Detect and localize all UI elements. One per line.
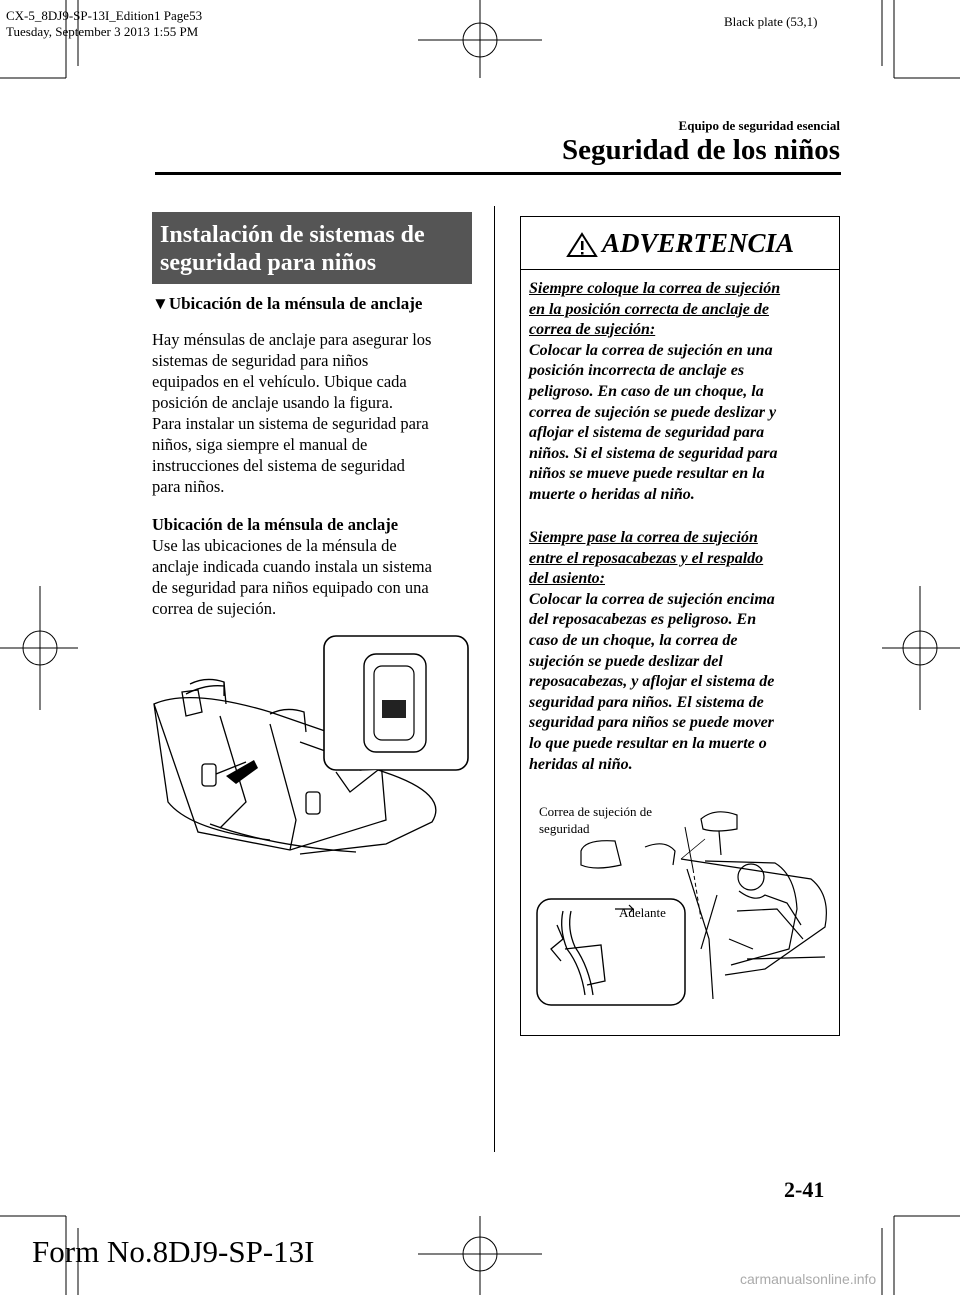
warning-line: Colocar la correa de sujeción encima — [529, 590, 775, 608]
warning-line: Colocar la correa de sujeción en una — [529, 341, 773, 359]
triangle-marker-icon: ▼ — [152, 294, 169, 313]
page-number: 2-41 — [784, 1177, 825, 1202]
warning-line: reposacabezas, y aflojar el sistema de — [529, 673, 775, 691]
form-number: Form No.8DJ9-SP-13I — [32, 1234, 315, 1269]
para1-line: Para instalar un sistema de seguridad para — [152, 414, 429, 433]
warning-line: caso de un choque, la correa de — [529, 631, 738, 649]
column-divider — [494, 206, 495, 1152]
warning-line: niños. Si el sistema de seguridad para — [529, 444, 778, 462]
para1-line: niños, siga siempre el manual de — [152, 435, 368, 454]
para2-line: de seguridad para niños equipado con una — [152, 578, 429, 597]
warning-line: seguridad para niños se puede mover — [529, 714, 774, 732]
para1-line: sistemas de seguridad para niños — [152, 351, 369, 370]
anchor-paragraph — [152, 514, 477, 619]
para2-line: anclaje indicada cuando instala un sistema — [152, 557, 432, 576]
para2-title: Ubicación de la ménsula de anclaje — [152, 515, 399, 534]
warning-line: peligroso. En caso de un choque, la — [529, 382, 764, 400]
para1-line: posición de anclaje usando la figura. — [152, 393, 393, 412]
warning-triangle-icon — [566, 232, 598, 258]
print-info-line2: Tuesday, September 3 2013 1:55 PM — [6, 24, 199, 39]
warning-line: correa de sujeción se puede deslizar y — [529, 403, 777, 421]
header-rule — [155, 172, 841, 175]
section-title: Seguridad de los niños — [561, 134, 840, 166]
para1-line: para niños. — [152, 477, 225, 496]
intro-paragraph — [152, 329, 477, 497]
warning-line: muerte o heridas al niño. — [529, 485, 695, 503]
warning-block-2 — [529, 528, 835, 775]
para2-line: correa de sujeción. — [152, 599, 277, 618]
rear-seat-illustration — [150, 632, 472, 864]
warning-line: en la posición correcta de anclaje de — [529, 300, 769, 318]
warning-title: ADVERTENCIA — [601, 228, 795, 258]
warning-line: del asiento: — [529, 570, 605, 588]
warning-line: heridas al niño. — [529, 755, 633, 773]
print-info-line1: CX-5_8DJ9-SP-13I_Edition1 Page53 — [6, 8, 203, 23]
para1-line: equipados en el vehículo. Ubique cada — [152, 372, 407, 391]
warning-block-1 — [529, 279, 835, 506]
warning-line: correa de sujeción: — [529, 321, 656, 339]
heading-line2: seguridad para niños — [160, 250, 377, 276]
heading-line1: Instalación de sistemas de — [160, 222, 425, 248]
plate-label: Black plate (53,1) — [724, 14, 818, 29]
sub-heading — [152, 294, 422, 314]
warning-line: posición incorrecta de anclaje es — [529, 362, 745, 380]
warning-line: sujeción se puede deslizar del — [529, 652, 723, 670]
warning-line: aflojar el sistema de seguridad para — [529, 424, 765, 442]
warning-line: Siempre pase la correa de sujeción — [529, 529, 758, 546]
section-subtitle: Equipo de seguridad esencial — [678, 118, 840, 133]
warning-line: entre el reposacabezas y el respaldo — [529, 549, 764, 567]
tether-label-line2: seguridad — [539, 821, 590, 836]
warning-line: lo que puede resultar en la muerte o — [529, 734, 767, 752]
warning-line: seguridad para niños. El sistema de — [529, 693, 764, 711]
para1-line: instrucciones del sistema de seguridad — [152, 456, 405, 475]
para1-line: Hay ménsulas de anclaje para asegurar los — [152, 330, 432, 349]
watermark: carmanualsonline.info — [740, 1271, 877, 1287]
warning-box — [520, 216, 840, 1036]
tether-label-line1: Correa de sujeción de — [539, 804, 652, 819]
para2-line: Use las ubicaciones de la ménsula de — [152, 536, 397, 555]
section-heading — [152, 212, 472, 284]
print-info — [6, 8, 202, 40]
tether-strap-label — [539, 803, 652, 837]
warning-line: Siempre coloque la correa de sujeción — [529, 280, 781, 297]
forward-label: Adelante — [619, 905, 666, 920]
warning-header — [521, 217, 839, 270]
sub-heading-text: Ubicación de la ménsula de anclaje — [168, 294, 423, 313]
warning-line: del reposacabezas es peligroso. En — [529, 611, 757, 629]
warning-line: niños se mueve puede resultar en la — [529, 465, 765, 483]
